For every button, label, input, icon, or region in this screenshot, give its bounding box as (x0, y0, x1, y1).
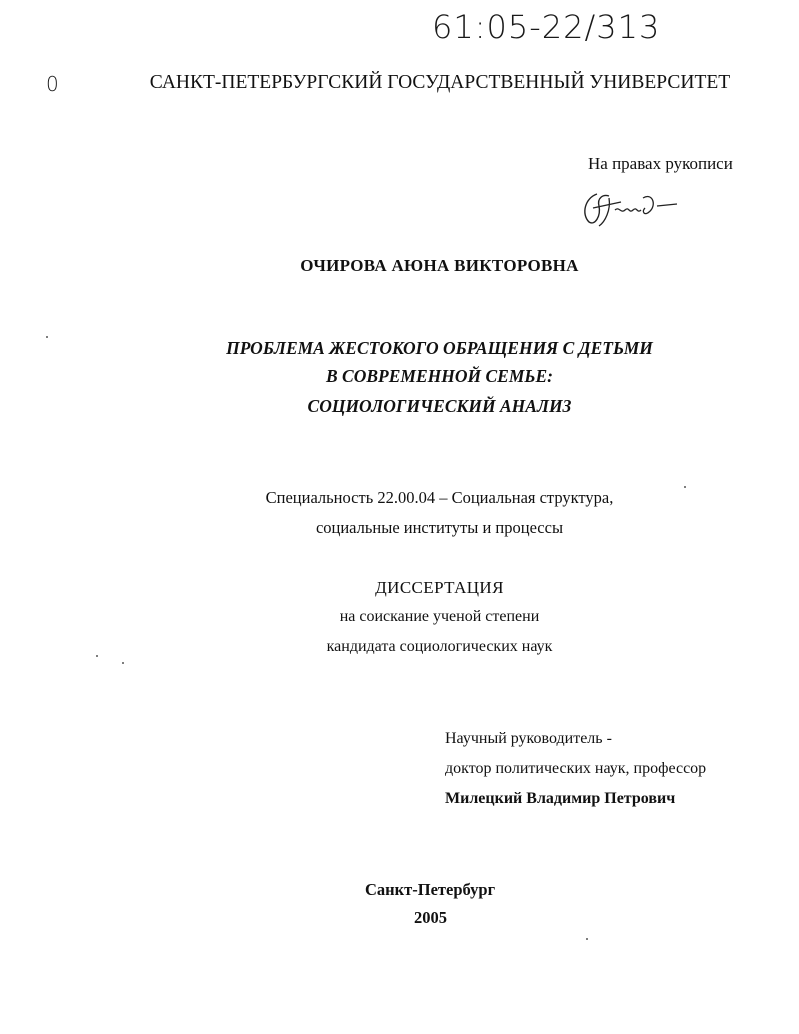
dissertation-line-1: на соискание ученой степени (339, 608, 540, 625)
rights-note: На правах рукописи (588, 154, 733, 173)
title-line-1: ПРОБЛЕМА ЖЕСТОКОГО ОБРАЩЕНИЯ С ДЕТЬМИ (226, 338, 653, 358)
scan-speck (122, 662, 124, 664)
year: 2005 (414, 908, 447, 927)
dissertation-line-2: кандидата социологических наук (326, 638, 553, 655)
dissertation-label: ДИССЕРТАЦИЯ (375, 578, 504, 597)
scan-speck (684, 486, 686, 488)
margin-mark: 0 (46, 72, 59, 96)
specialty-line-2: социальные институты и процессы (315, 518, 564, 537)
scan-speck (586, 938, 588, 940)
university-name: САНКТ-ПЕТЕРБУРГСКИЙ ГОСУДАРСТВЕННЫЙ УНИВЕРСИТЕТ (149, 72, 731, 93)
advisor-name: Милецкий Владимир Петрович (445, 790, 676, 807)
city: Санкт-Петербург (365, 880, 496, 899)
advisor-role: Научный руководитель - (445, 730, 612, 747)
scan-speck (46, 336, 48, 338)
archive-code: 61:05-22/313 (432, 8, 661, 46)
author-name: ОЧИРОВА АЮНА ВИКТОРОВНА (300, 256, 579, 275)
author-signature (575, 188, 685, 230)
title-line-2: В СОВРЕМЕННОЙ СЕМЬЕ: (326, 366, 553, 386)
title-line-3: СОЦИОЛОГИЧЕСКИЙ АНАЛИЗ (307, 396, 572, 416)
advisor-degree: доктор политических наук, профессор (445, 760, 707, 777)
specialty-line-1: Специальность 22.00.04 – Социальная структура, (265, 488, 614, 507)
scan-speck (96, 655, 98, 657)
